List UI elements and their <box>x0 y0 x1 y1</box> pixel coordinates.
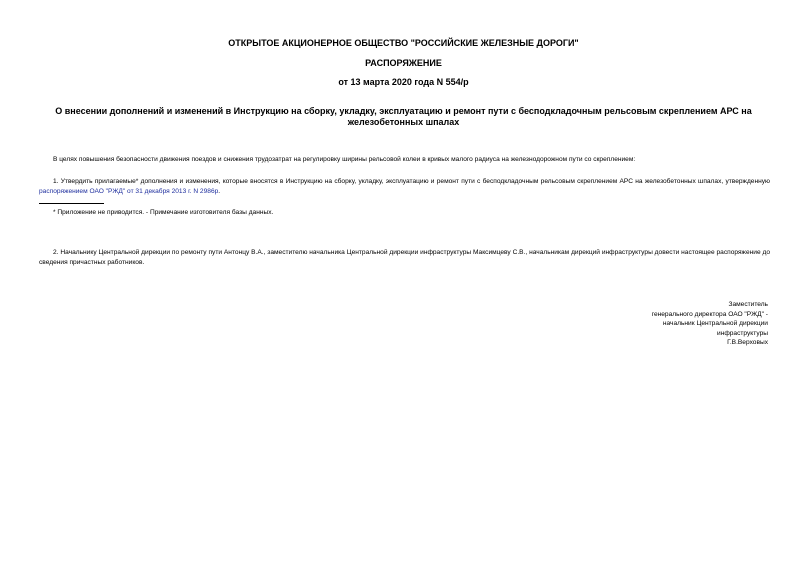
item-1-paragraph <box>39 177 770 197</box>
signature-line-4: инфраструктуры <box>717 329 768 337</box>
footnote: * Приложение не приводится. - Примечание изготовителя базы данных. <box>53 209 274 216</box>
document-date: от 13 марта 2020 года N 554/р <box>338 77 469 87</box>
document-title: О внесении дополнений и изменений в Инструкцию на сборку, укладку, эксплуатацию и ремонт пути с бесподкладочным рельсовым скреплением АРС на железобетонных шпалах <box>55 106 752 127</box>
order-reference-link[interactable]: распоряжением ОАО "РЖД" от 31 декабря 2013 г. N 2986р <box>39 188 219 195</box>
intro-paragraph: В целях повышения безопасности движения поездов и снижения трудозатрат на регулировку ширины рельсовой колеи в кривых малого радиуса на железнодорожном пути со скреплением: <box>53 156 636 163</box>
signature-block <box>652 300 768 348</box>
signature-name: Г.В.Верховых <box>727 339 768 346</box>
footnote-divider <box>39 203 104 204</box>
document-type: РАСПОРЯЖЕНИЕ <box>365 58 442 68</box>
signature-line-1: Заместитель <box>728 301 768 308</box>
signature-line-2: генерального директора ОАО "РЖД" - <box>651 310 768 318</box>
item-2-paragraph: 2. Начальнику Центральной дирекции по ремонту пути Антонцу В.А., заместителю начальника Центральной дирекции инфраструктуры Максимцеву С.В., начальникам дирекций инфраструктуры довести настоящее распоряжение до сведения причастных работников. <box>39 249 770 266</box>
organization-name: ОТКРЫТОЕ АКЦИОНЕРНОЕ ОБЩЕСТВО "РОССИЙСКИЕ ЖЕЛЕЗНЫЕ ДОРОГИ" <box>228 38 579 48</box>
item-1-end: . <box>218 188 221 195</box>
signature-line-3: начальник Центральной дирекции <box>662 320 768 327</box>
item-1-text: 1. Утвердить прилагаемые* дополнения и изменения, которые вносятся в Инструкцию на сборку, укладку, эксплуатацию и ремонт пути с бесподкладочным рельсовым скреплением АРС на железобетонных шпалах, утвержденную <box>53 178 770 185</box>
